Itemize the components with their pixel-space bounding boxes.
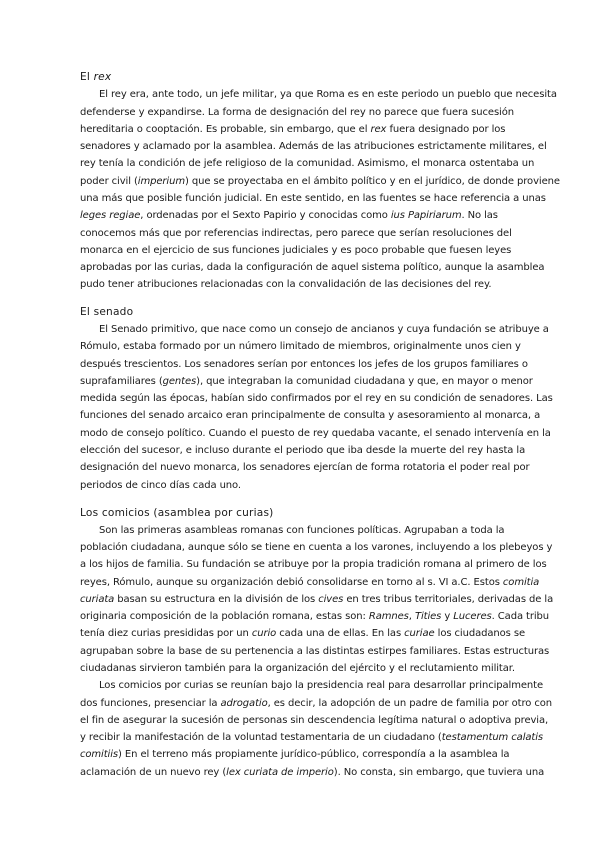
text-segment: designación del nuevo monarca, los senadores ejercían de forma rotatoria el poder real por [80, 462, 530, 473]
text-segment: Tities [414, 611, 442, 622]
section-heading-rex: El rex [80, 71, 112, 83]
text-segment: después trescientos. Los senadores serían por entonces los jefes de los grupos familiares o [80, 359, 528, 370]
paragraph-line [80, 593, 553, 607]
text-segment: a los hijos de familia. Su fundación se atribuye por la propia tradición romana al primero de los [80, 559, 547, 570]
text-segment: cada una de ellas. En las [276, 628, 405, 639]
text-segment: los ciudadanos se [434, 628, 525, 639]
paragraph-line [80, 392, 553, 406]
text-segment: aprobadas por las curias, dada la configuración de aquel sistema político, aunque la asamblea [80, 262, 545, 273]
text-segment: Son las primeras asambleas romanas con funciones políticas. Agrupaban a toda la [99, 525, 505, 536]
text-segment: reyes, Rómulo, aunque su organización debió consolidarse en torno al s. VI a.C. Estos [80, 577, 503, 588]
text-segment: suprafamiliares ( [80, 376, 163, 387]
paragraph-line [80, 697, 552, 711]
text-segment: imperium [137, 176, 185, 187]
paragraph-line [80, 558, 547, 572]
text-segment: ius Papiriarum [390, 210, 462, 221]
paragraph-line [80, 157, 534, 171]
text-segment: una más que posible función judicial. En este sentido, en las fuentes se hace referencia a unas [80, 193, 546, 204]
text-segment: El Senado primitivo, que nace como un consejo de ancianos y cuya fundación se atribuye a [99, 324, 549, 335]
paragraph-line [80, 576, 539, 590]
text-segment: ciudadanas sirvieron también para la organización del ejército y el reclutamiento militar. [80, 663, 515, 674]
text-segment: periodos de cinco días cada uno. [80, 480, 241, 491]
text-segment: Los comicios por curias se reunían bajo la presidencia real para desarrollar principalmente [99, 680, 544, 691]
paragraph-line [80, 427, 551, 441]
text-segment: el fin de asegurar la sucesión de personas sin descendencia legítima natural o adoptiva previa, [80, 715, 549, 726]
text-segment: leges regiae [80, 210, 141, 221]
text-segment: , [408, 611, 415, 622]
text-segment: curio [251, 628, 277, 639]
text-segment: conocemos más que por referencias indirectas, pero parece que serían resoluciones del [80, 228, 512, 239]
text-segment: ). No consta, sin embargo, que tuviera una [333, 767, 545, 778]
text-segment: rey tenía la condición de jefe religioso de la comunidad. Asimismo, el monarca ostentaba un [80, 158, 535, 169]
text-segment: , ordenadas por el Sexto Papirio y conocidas como [140, 210, 391, 221]
text-segment: aclamación de un nuevo rey ( [80, 767, 227, 778]
paragraph-line [80, 358, 528, 372]
paragraph-line [99, 679, 543, 693]
paragraph-line [80, 714, 548, 728]
text-segment: , es decir, la adopción de un padre de familia por otro con [267, 698, 553, 709]
text-segment: Ramnes [368, 611, 409, 622]
text-segment: dos funciones, presenciar la [80, 698, 221, 709]
paragraph-line [99, 323, 549, 337]
text-segment: originaria composición de la población romana, estas son: [80, 611, 369, 622]
paragraph-line [99, 524, 504, 538]
text-segment: ) que se proyectaba en el ámbito político y en el jurídico, de donde proviene [185, 176, 560, 187]
text-segment: y [441, 611, 454, 622]
text-segment: monarca en el ejercicio de sus funciones judiciales y es poco probable que fuesen leyes [80, 245, 512, 256]
text-segment: poder civil ( [80, 176, 138, 187]
paragraph-line [80, 541, 552, 555]
text-segment: fuera designado por los [386, 124, 506, 135]
paragraph-line [80, 123, 505, 137]
paragraph-line [80, 409, 540, 423]
text-segment: pudo tener atribuciones relacionadas con la convalidación de las decisiones del rey. [80, 279, 492, 290]
text-segment: funciones del senado arcaico eran principalmente de consulta y asesoramiento al monarca, a [80, 410, 541, 421]
text-segment: El rey era, ante todo, un jefe militar, ya que Roma es en este periodo un pueblo que necesita [99, 89, 557, 100]
text-segment: curiae [404, 628, 435, 639]
paragraph-line [80, 748, 509, 762]
text-segment: basan su estructura en la división de los [114, 594, 319, 605]
paragraph-line [80, 175, 560, 189]
paragraph-line [80, 106, 514, 120]
paragraph-line [80, 444, 525, 458]
text-segment: ) En el terreno más propiamente jurídico-público, correspondía a la asamblea la [118, 749, 510, 760]
section-heading-comicios: Los comicios (asamblea por curias) [80, 507, 274, 519]
text-segment: población ciudadana, aunque sólo se tiene en cuenta a los varones, incluyendo a los plebeyos y [80, 542, 553, 553]
paragraph-line [80, 227, 512, 241]
paragraph-line [80, 278, 491, 292]
text-segment: modo de consejo político. Cuando el puesto de rey quedaba vacante, el senado intervenía en la [80, 428, 551, 439]
paragraph-line [80, 627, 525, 641]
paragraph-line [80, 479, 241, 493]
paragraph-line [80, 610, 549, 624]
text-segment: y recibir la manifestación de la voluntad testamentaria de un ciudadano ( [80, 732, 442, 743]
text-segment: Rómulo, estaba formado por un número limitado de miembros, originalmente unos cien y [80, 341, 521, 352]
text-segment: comitiis [80, 749, 119, 760]
paragraph-line [80, 209, 498, 223]
text-segment: tenía diez curias presididas por un [80, 628, 252, 639]
text-segment: en tres tribus territoriales, derivadas de la [343, 594, 554, 605]
text-segment: testamentum calatis [441, 732, 544, 743]
text-segment: hereditaria o cooptación. Es probable, sin embargo, que el [80, 124, 371, 135]
text-segment: senadores y aclamado por la asamblea. Además de las atribuciones estrictamente militares, el [80, 141, 547, 152]
paragraph-line [80, 731, 543, 745]
text-segment: ), que integraban la comunidad ciudadana y que, en mayor o menor [196, 376, 533, 387]
text-segment: . No las [461, 210, 498, 221]
paragraph-line [80, 244, 511, 258]
text-segment: gentes [162, 376, 197, 387]
paragraph-line [80, 645, 549, 659]
text-segment: elección del sucesor, e incluso durante el periodo que iba desde la muerte del rey hasta la [80, 445, 526, 456]
paragraph-line [80, 461, 530, 475]
text-segment: rex [370, 124, 387, 135]
paragraph-line [80, 375, 533, 389]
text-segment: . Cada tribu [491, 611, 550, 622]
paragraph-line [80, 340, 521, 354]
paragraph-line [99, 88, 557, 102]
paragraph-line [80, 192, 546, 206]
text-segment: comitia [502, 577, 540, 588]
text-segment: adrogatio [220, 698, 268, 709]
text-segment: defenderse y expandirse. La forma de designación del rey no parece que fuera sucesión [80, 107, 514, 118]
paragraph-line [80, 766, 544, 780]
text-segment: Luceres [453, 611, 492, 622]
text-segment: medida según las épocas, habían sido confirmados por el rey en su condición de senadores. Las [80, 393, 553, 404]
text-segment: agrupaban sobre la base de su pertenencia a las distintas estirpes familiares. Estas estructuras [80, 646, 550, 657]
text-segment: lex curiata de imperio [226, 767, 334, 778]
paragraph-line [80, 261, 544, 275]
paragraph-line [80, 140, 547, 154]
section-heading-senado: El senado [80, 306, 134, 318]
paragraph-line [80, 662, 515, 676]
text-segment: cives [318, 594, 344, 605]
text-segment: curiata [80, 594, 115, 605]
